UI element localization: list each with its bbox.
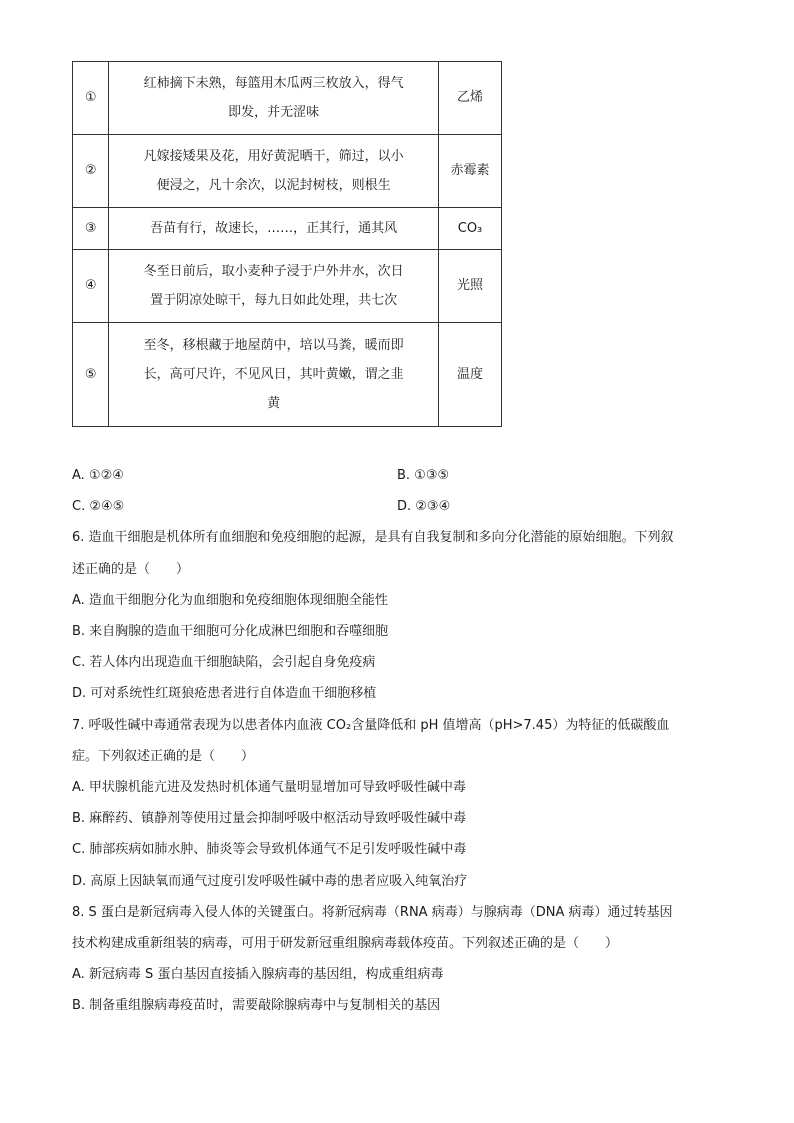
- row-quote: [109, 250, 439, 323]
- quote-line: 冬至日前后，取小麦种子浸于户外井水，次日: [143, 264, 404, 279]
- table-row: [73, 208, 502, 250]
- quote-line: 便浸之，凡十余次，以泥封树枝，则根生: [156, 178, 391, 193]
- row-quote: [109, 208, 439, 250]
- row-factor: 赤霉素: [439, 135, 502, 208]
- row-number: ③: [73, 208, 109, 250]
- table-row: [73, 135, 502, 208]
- quote-line: 长，高可尺许，不见风日，其叶黄嫩，谓之韭: [143, 367, 404, 382]
- quote-line: 至冬，移根藏于地屋荫中，培以马粪，暖而即: [143, 338, 404, 353]
- row-quote: [109, 323, 439, 427]
- q7-stem-line2: 症。下列叙述正确的是（ ）: [72, 749, 255, 764]
- quote-line: 红柿摘下未熟，每篮用木瓜两三枚放入，得气: [143, 76, 404, 91]
- table-row: [73, 323, 502, 427]
- q8-option-a: A. 新冠病毒 S 蛋白基因直接插入腺病毒的基因组，构成重组病毒: [72, 967, 444, 982]
- row-quote: [109, 62, 439, 135]
- q7-option-b: B. 麻醉药、镇静剂等使用过量会抑制呼吸中枢活动导致呼吸性碱中毒: [72, 811, 467, 826]
- q5-option-d: D. ②③④: [397, 499, 451, 514]
- row-number: ④: [73, 250, 109, 323]
- row-factor: 光照: [439, 250, 502, 323]
- q7-stem-line1: 7. 呼吸性碱中毒通常表现为以患者体内血液 CO₂含量降低和 pH 值增高（pH>7.45）为特征的低碳酸血: [72, 718, 670, 733]
- quote-line: 置于阴凉处晾干，每九日如此处理，共七次: [150, 293, 398, 308]
- q5-option-c: C. ②④⑤: [72, 499, 125, 514]
- table-row: [73, 250, 502, 323]
- q7-option-c: C. 肺部疾病如肺水肿、肺炎等会导致机体通气不足引发呼吸性碱中毒: [72, 842, 467, 857]
- row-number: ②: [73, 135, 109, 208]
- table-row: [73, 62, 502, 135]
- row-factor: CO₃: [439, 208, 502, 250]
- q7-option-a: A. 甲状腺机能亢进及发热时机体通气量明显增加可导致呼吸性碱中毒: [72, 780, 466, 795]
- q6-stem-line2: 述正确的是（ ）: [72, 562, 190, 577]
- row-number: ⑤: [73, 323, 109, 427]
- quote-line: 吾苗有行，故速长，……，正其行，通其风: [150, 221, 398, 236]
- row-number: ①: [73, 62, 109, 135]
- q8-stem-line1: 8. S 蛋白是新冠病毒入侵人体的关键蛋白。将新冠病毒（RNA 病毒）与腺病毒（DNA 病毒）通过转基因: [72, 905, 673, 920]
- row-factor: 乙烯: [439, 62, 502, 135]
- q5-option-b: B. ①③⑤: [397, 468, 450, 483]
- row-factor: 温度: [439, 323, 502, 427]
- q5-option-a: A. ①②④: [72, 468, 124, 483]
- q6-option-c: C. 若人体内出现造血干细胞缺陷，会引起自身免疫病: [72, 655, 376, 670]
- q6-option-b: B. 来自胸腺的造血干细胞可分化成淋巴细胞和吞噬细胞: [72, 624, 389, 639]
- q8-stem-line2: 技术构建成重新组装的病毒，可用于研发新冠重组腺病毒载体疫苗。下列叙述正确的是（ ）: [72, 936, 619, 951]
- ancient-text-table: [72, 61, 502, 427]
- quote-line: 即发，并无涩味: [228, 105, 320, 120]
- q8-option-b: B. 制备重组腺病毒疫苗时，需要敲除腺病毒中与复制相关的基因: [72, 998, 441, 1013]
- row-quote: [109, 135, 439, 208]
- q6-stem-line1: 6. 造血干细胞是机体所有血细胞和免疫细胞的起源，是具有自我复制和多向分化潜能的原始细胞。下列叙: [72, 530, 674, 545]
- quote-line: 凡嫁接矮果及花，用好黄泥晒干，筛过，以小: [143, 149, 404, 164]
- quote-line: 黄: [267, 396, 281, 411]
- q7-option-d: D. 高原上因缺氧而通气过度引发呼吸性碱中毒的患者应吸入纯氧治疗: [72, 874, 468, 889]
- q6-option-a: A. 造血干细胞分化为血细胞和免疫细胞体现细胞全能性: [72, 593, 388, 608]
- q6-option-d: D. 可对系统性红斑狼疮患者进行自体造血干细胞移植: [72, 686, 377, 701]
